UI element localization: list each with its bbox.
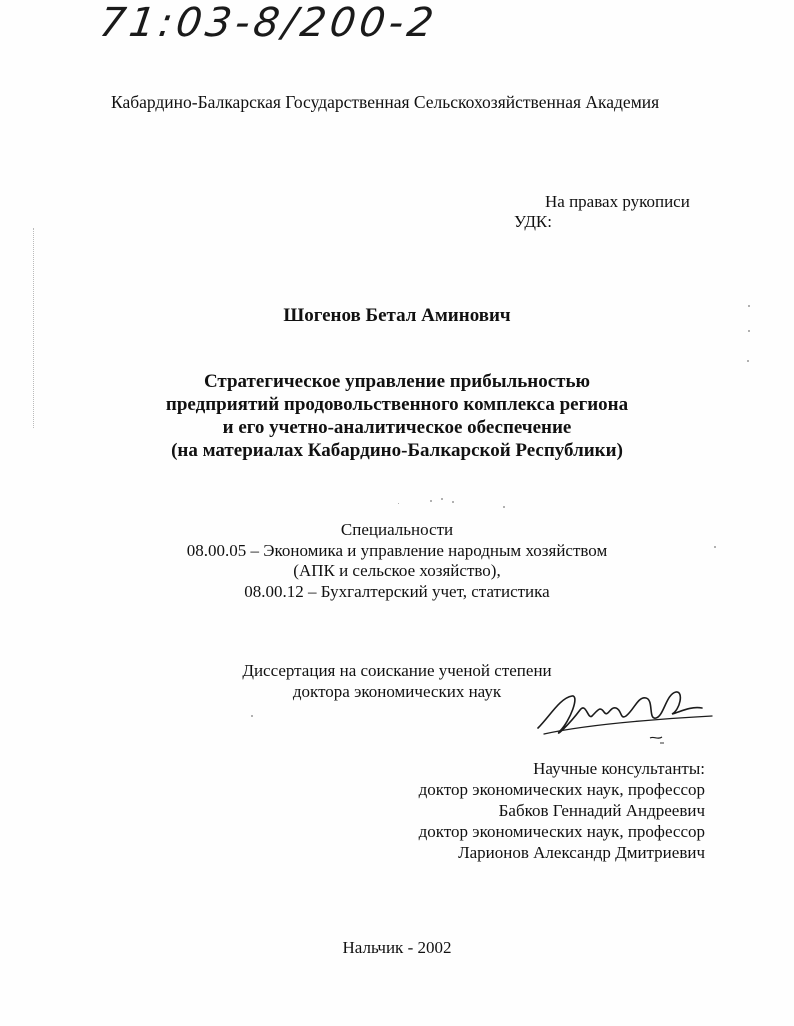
consultant-line: Ларионов Александр Дмитриевич (458, 843, 705, 862)
scan-speck (747, 360, 749, 362)
scan-speck (714, 546, 716, 548)
author-signature (530, 676, 720, 746)
title-line: и его учетно-аналитическое обеспечение (222, 417, 572, 438)
title-line: Стратегическое управление прибыльностью (203, 371, 591, 392)
specialties-heading: Специальности (340, 520, 454, 539)
scan-speck (452, 501, 454, 503)
author-name: Шогенов Бетал Аминович (283, 305, 511, 326)
scan-speck (251, 715, 253, 717)
manuscript-rights-note: На правах рукописи (545, 192, 690, 211)
scan-speck (748, 305, 750, 307)
scan-speck (503, 506, 505, 508)
signature-stroke (538, 692, 702, 733)
consultant-line: доктор экономических наук, профессор (418, 780, 705, 799)
consultants-section (419, 758, 705, 863)
scan-speck (430, 500, 432, 502)
consultant-line: доктор экономических наук, профессор (418, 822, 705, 841)
institution-name: Кабардино-Балкарская Государственная Сельскохозяйственная Академия (111, 92, 660, 112)
city-year: Нальчик - 2002 (342, 938, 452, 957)
degree-line: Диссертация на соискание ученой степени (242, 661, 552, 680)
specialty-line: 08.00.05 – Экономика и управление народным хозяйством (186, 540, 608, 560)
handwritten-archive-code: 71:03-8/200-2 (96, 0, 441, 46)
specialty-line: 08.00.12 – Бухгалтерский учет, статистика (244, 581, 550, 601)
udk-label: УДК: (514, 212, 552, 231)
degree-line: доктора экономических наук (292, 682, 502, 701)
specialty-line: (АПК и сельское хозяйство), (293, 561, 501, 580)
signature-flourish (650, 737, 662, 738)
consultants-heading: Научные консультанты: (533, 759, 705, 778)
scan-speck (441, 498, 443, 500)
title-line: предприятий продовольственного комплекса региона (165, 394, 629, 415)
scan-speck (748, 330, 750, 332)
scan-speck (660, 742, 664, 744)
specialties-section (0, 520, 794, 602)
dissertation-title (0, 370, 794, 462)
consultant-line: Бабков Геннадий Андреевич (498, 801, 705, 820)
scan-speck (398, 503, 399, 504)
title-line: (на материалах Кабардино-Балкарской Республики) (171, 440, 623, 461)
